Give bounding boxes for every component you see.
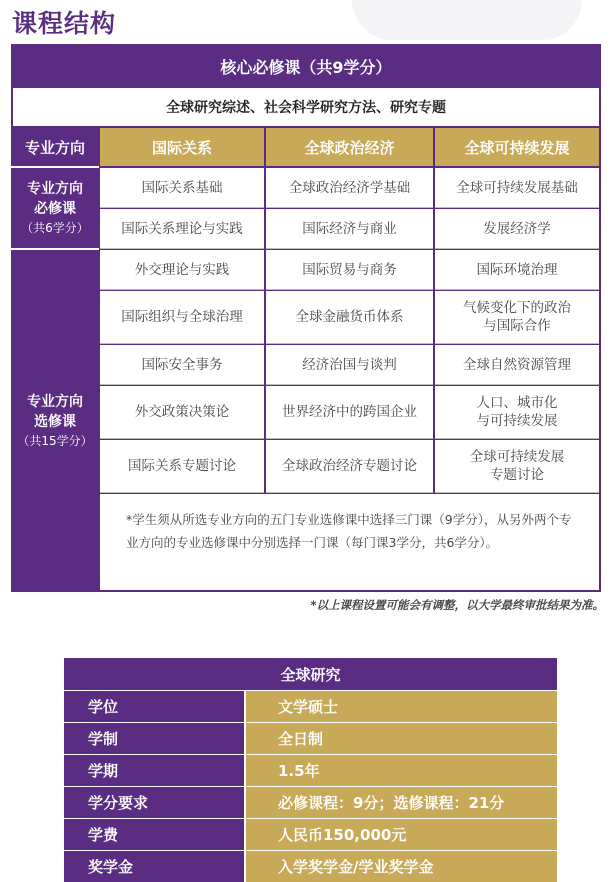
course-cell: 外交理论与实践 (100, 250, 264, 290)
course-cell: 经济治国与谈判 (266, 345, 433, 385)
course-cell: 全球可持续发展 专题讨论 (435, 440, 599, 493)
elective-credits: （共15学分） (17, 434, 93, 448)
info-key: 学位 (64, 691, 244, 722)
course-cell: 国际安全事务 (100, 345, 264, 385)
course-cell: 世界经济中的跨国企业 (266, 386, 433, 439)
info-key: 学费 (64, 819, 244, 850)
course-cell: 国际关系专题讨论 (100, 440, 264, 493)
info-value: 必修课程：9分；选修课程：21分 (244, 787, 557, 818)
track-header-international-relations: 国际关系 (100, 128, 264, 166)
elective-note: *学生须从所选专业方向的五门专业选修课中选择三门课（9学分），从另外两个专业方向的专业选修课中分别选择一门课（每门课3学分，共6学分）。 (100, 494, 599, 590)
course-cell: 国际环境治理 (435, 250, 599, 290)
track-header-label: 专业方向 (24, 138, 85, 157)
info-value: 全日制 (244, 723, 557, 754)
info-value: 文学硕士 (244, 691, 557, 722)
course-cell: 人口、城市化 与可持续发展 (435, 386, 599, 439)
info-key: 学制 (64, 723, 244, 754)
info-row-duration (64, 754, 557, 786)
core-required-courses: 全球研究综述、社会科学研究方法、研究专题 (13, 88, 599, 126)
course-cell: 外交政策决策论 (100, 386, 264, 439)
track-header-global-sustainability: 全球可持续发展 (435, 128, 599, 166)
course-cell: 全球政治经济学基础 (266, 168, 433, 208)
info-value: 入学奖学金/学业奖学金 (244, 851, 557, 882)
elective-side-label (11, 250, 99, 592)
required-label-line2: 必修课 (34, 201, 76, 217)
course-cell: 国际组织与全球治理 (100, 291, 264, 344)
required-credits: （共6学分） (21, 221, 89, 235)
course-cell: 全球金融货币体系 (266, 291, 433, 344)
info-key: 学分要求 (64, 787, 244, 818)
elective-label-line2: 选修课 (34, 414, 76, 430)
header-decoration (352, 0, 582, 40)
required-side-label (11, 168, 99, 248)
course-cell: 国际贸易与商务 (266, 250, 433, 290)
elective-label-line1: 专业方向 (27, 394, 83, 410)
course-cell: 发展经济学 (435, 209, 599, 249)
info-key: 学期 (64, 755, 244, 786)
track-header-global-political-economy: 全球政治经济 (266, 128, 433, 166)
program-info-table (64, 658, 557, 882)
required-label-line1: 专业方向 (27, 181, 83, 197)
info-value: 人民币150,000元 (244, 819, 557, 850)
info-row-mode (64, 722, 557, 754)
course-cell: 国际关系基础 (100, 168, 264, 208)
info-value: 1.5年 (244, 755, 557, 786)
course-cell: 全球可持续发展基础 (435, 168, 599, 208)
info-row-tuition (64, 818, 557, 850)
program-info-header: 全球研究 (64, 658, 557, 690)
course-structure-table (11, 44, 601, 592)
page-title: 课程结构 (12, 9, 117, 38)
course-cell: 国际关系理论与实践 (100, 209, 264, 249)
disclaimer-text: *以上课程设置可能会有调整，以大学最终审批结果为准。 (310, 598, 604, 612)
info-row-credits (64, 786, 557, 818)
info-row-scholarship (64, 850, 557, 882)
course-cell: 国际经济与商业 (266, 209, 433, 249)
core-required-header: 核心必修课（共9学分） (220, 57, 392, 77)
info-row-degree (64, 690, 557, 722)
course-cell: 全球自然资源管理 (435, 345, 599, 385)
info-key: 奖学金 (64, 851, 244, 882)
course-cell: 全球政治经济专题讨论 (266, 440, 433, 493)
course-cell: 气候变化下的政治 与国际合作 (435, 291, 599, 344)
